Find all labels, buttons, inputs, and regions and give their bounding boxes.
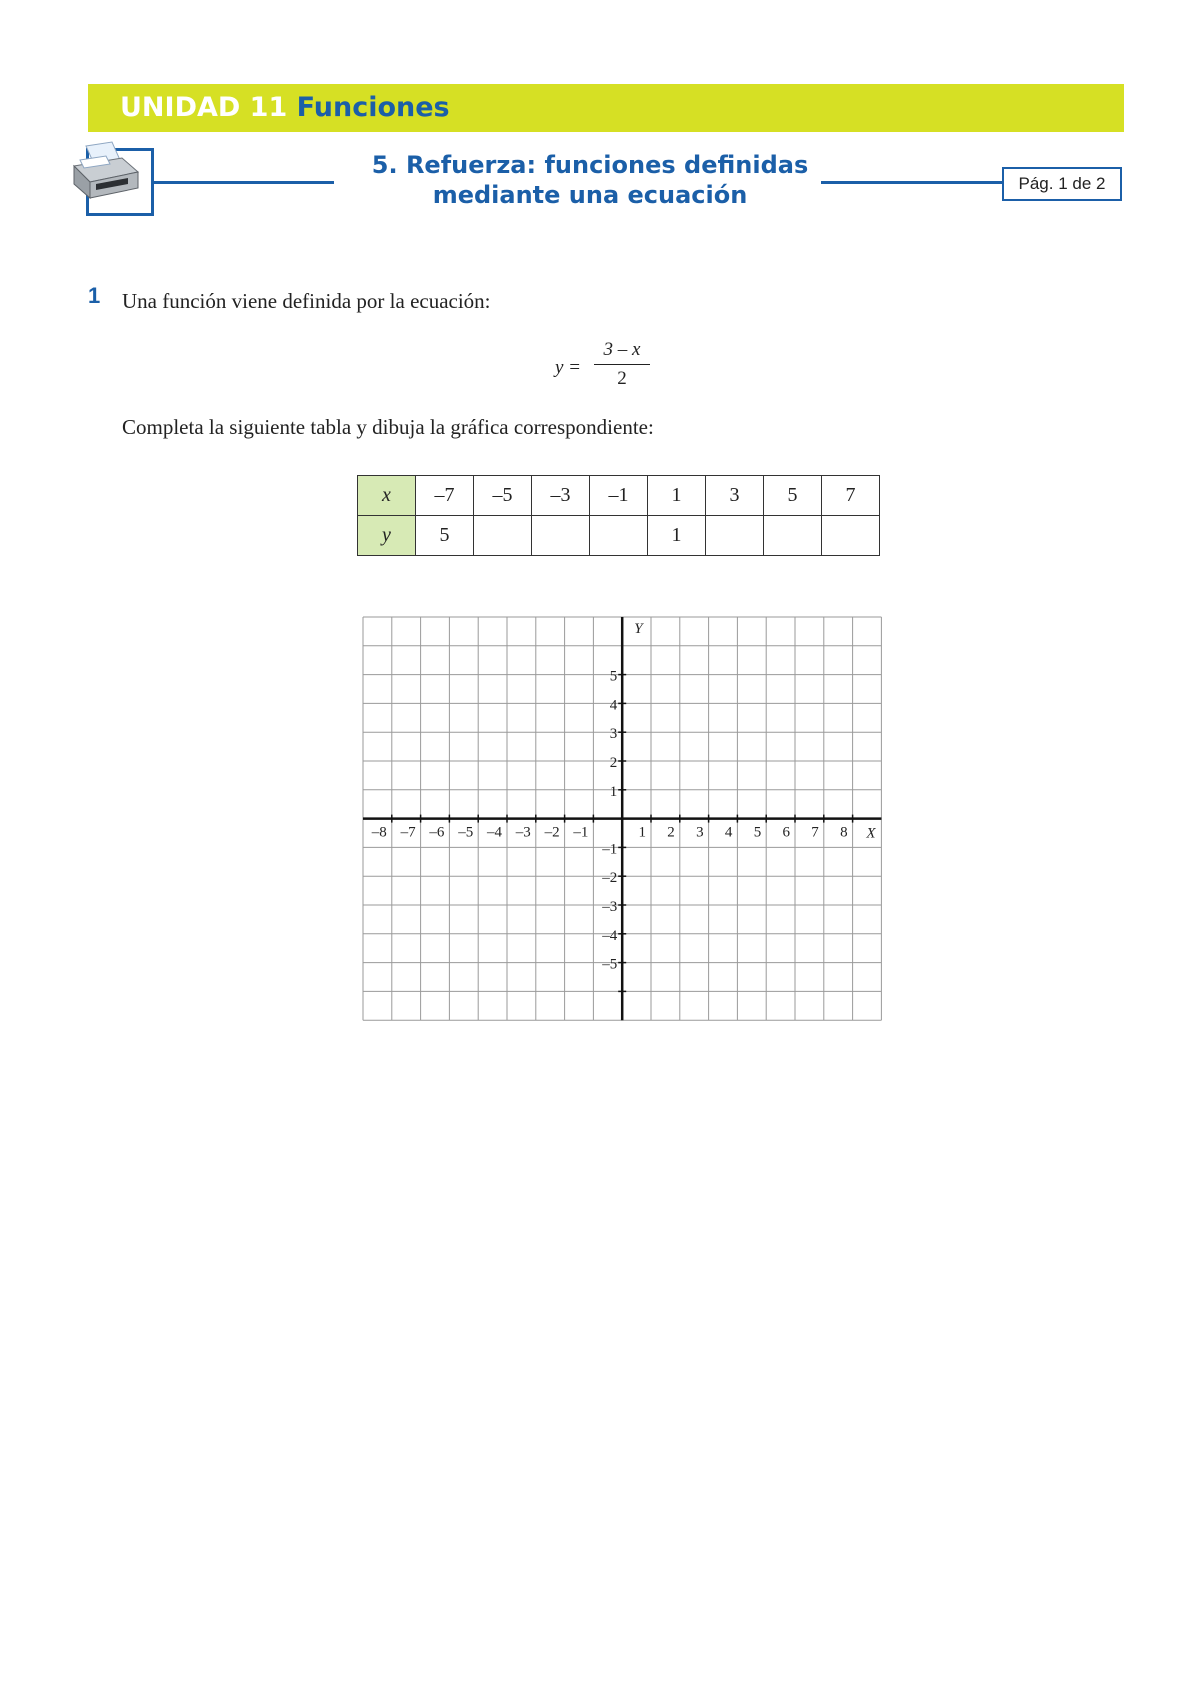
- table-row-x: [358, 476, 880, 516]
- table-cell-x: –1: [590, 476, 648, 516]
- x-tick-label: –6: [429, 824, 445, 841]
- x-tick-label: 7: [811, 824, 819, 841]
- fraction-bar: [594, 364, 650, 365]
- y-tick-label: 5: [609, 668, 618, 685]
- unit-title: [120, 92, 450, 123]
- equation-fraction: [594, 338, 650, 391]
- y-tick-label: 1: [609, 783, 618, 800]
- table-header-y: y: [358, 516, 416, 556]
- y-tick-label: –1: [602, 841, 618, 858]
- y-axis-label: Y: [634, 621, 643, 637]
- section-title: [300, 150, 880, 210]
- exercise-intro: Una función viene definida por la ecuación:: [122, 289, 491, 313]
- x-tick-label: 1: [638, 824, 646, 841]
- x-tick-label: –2: [544, 824, 560, 841]
- page-indicator: Pág. 1 de 2: [1002, 167, 1122, 201]
- y-tick-label: –5: [602, 956, 618, 973]
- x-axis-label: X: [866, 825, 876, 842]
- exercise-instruction: Completa la siguiente tabla y dibuja la gráfica correspondiente:: [122, 415, 654, 439]
- x-tick-label: 6: [782, 824, 790, 841]
- x-tick-label: –7: [400, 824, 416, 841]
- x-tick-label: –3: [515, 824, 531, 841]
- y-tick-label: 4: [609, 697, 618, 714]
- y-tick-label: –2: [602, 870, 618, 887]
- table-cell-y[interactable]: 1: [648, 516, 706, 556]
- table-cell-y[interactable]: [532, 516, 590, 556]
- table-cell-x: 3: [706, 476, 764, 516]
- table-cell-y[interactable]: [764, 516, 822, 556]
- table-header-x: x: [358, 476, 416, 516]
- unit-label: UNIDAD 11: [120, 92, 288, 123]
- y-tick-label: –3: [602, 899, 618, 915]
- unit-header-band: [88, 84, 1124, 132]
- y-tick-label: –4: [602, 927, 618, 944]
- unit-name: Funciones: [296, 92, 450, 123]
- x-tick-label: 3: [696, 824, 704, 841]
- table-cell-y[interactable]: [822, 516, 880, 556]
- y-tick-label: 2: [609, 755, 618, 771]
- table-cell-x: –7: [416, 476, 474, 516]
- equation: [555, 338, 675, 398]
- table-cell-x: 1: [648, 476, 706, 516]
- table-cell-x: –5: [474, 476, 532, 516]
- exercise-number: 1: [88, 283, 101, 308]
- table-cell-y[interactable]: 5: [416, 516, 474, 556]
- x-tick-label: 4: [724, 824, 733, 841]
- table-cell-y[interactable]: [474, 516, 532, 556]
- section-title-line2: mediante una ecuación: [432, 181, 748, 209]
- printer-icon[interactable]: [66, 138, 146, 208]
- x-tick-label: –1: [573, 824, 589, 841]
- equation-denominator: 2: [617, 368, 627, 389]
- table-cell-x: –3: [532, 476, 590, 516]
- table-cell-y[interactable]: [590, 516, 648, 556]
- x-tick-label: –4: [487, 824, 502, 841]
- table-cell-y[interactable]: [706, 516, 764, 556]
- x-tick-label: –5: [458, 824, 474, 841]
- x-tick-label: 8: [840, 824, 848, 841]
- equation-lhs: y =: [555, 357, 582, 378]
- x-tick-label: –8: [371, 824, 387, 841]
- coordinate-grid[interactable]: [360, 615, 882, 1025]
- values-table: [357, 475, 880, 556]
- x-tick-label: 5: [753, 824, 762, 841]
- table-cell-x: 5: [764, 476, 822, 516]
- y-tick-label: 3: [609, 726, 618, 743]
- equation-numerator: 3 – x: [603, 339, 641, 360]
- table-row-y: [358, 516, 880, 556]
- section-title-line1: 5. Refuerza: funciones definidas: [371, 151, 809, 179]
- table-cell-x: 7: [822, 476, 880, 516]
- x-tick-label: 2: [667, 824, 675, 841]
